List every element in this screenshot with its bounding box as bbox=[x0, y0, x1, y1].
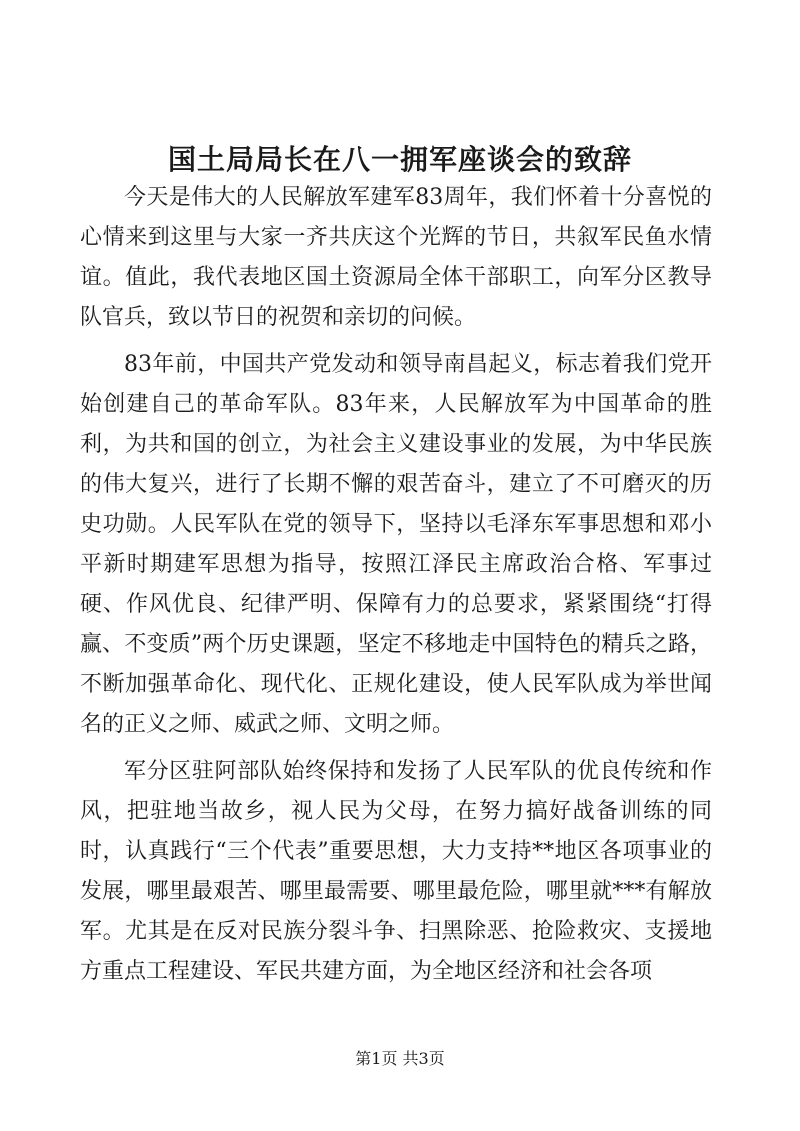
page-number-footer: 第1页 共3页 bbox=[355, 1049, 445, 1068]
paragraph-2: 83年前，中国共产党发动和领导南昌起义，标志着我们党开始创建自己的革命军队。83年来，人民解放军为中国革命的胜利，为共和国的创立，为社会主义建设事业的发展，为中华民族的伟大复兴，进行了长期不懈的艰苦奋斗，建立了不可磨灭的历史功勋。人民军队在党的领导下，坚持以毛泽东军事思想和邓小平新时期建军思想为指导，按照江泽民主席政治合格、军事过硬、作风优良、纪律严明、保障有力的总要求，紧紧围绕“打得赢、不变质”两个历史课题，坚定不移地走中国特色的精兵之路，不断加强革命化、现代化、正规化建设，使人民军队成为举世闻名的正义之师、威武之师、文明之师。 bbox=[80, 352, 712, 737]
document-title: 国土局局长在八一拥军座谈会的致辞 bbox=[167, 143, 632, 176]
document-body bbox=[80, 178, 712, 999]
paragraph-1: 今天是伟大的人民解放军建军83周年，我们怀着十分喜悦的心情来到这里与大家一齐共庆这个光辉的节日，共叙军民鱼水情谊。值此，我代表地区国土资源局全体干部职工，向军分区教导队官兵，致以节日的祝贺和亲切的问候。 bbox=[80, 185, 712, 330]
paragraph-3: 军分区驻阿部队始终保持和发扬了人民军队的优良传统和作风，把驻地当故乡，视人民为父母，在努力搞好战备训练的同时，认真践行“三个代表”重要思想，大力支持**地区各项事业的发展，哪里最艰苦、哪里最需要、哪里最危险，哪里就***有解放军。尤其是在反对民族分裂斗争、扫黑除恶、抢险救灾、支援地方重点工程建设、军民共建方面，为全地区经济和社会各项 bbox=[80, 759, 712, 984]
